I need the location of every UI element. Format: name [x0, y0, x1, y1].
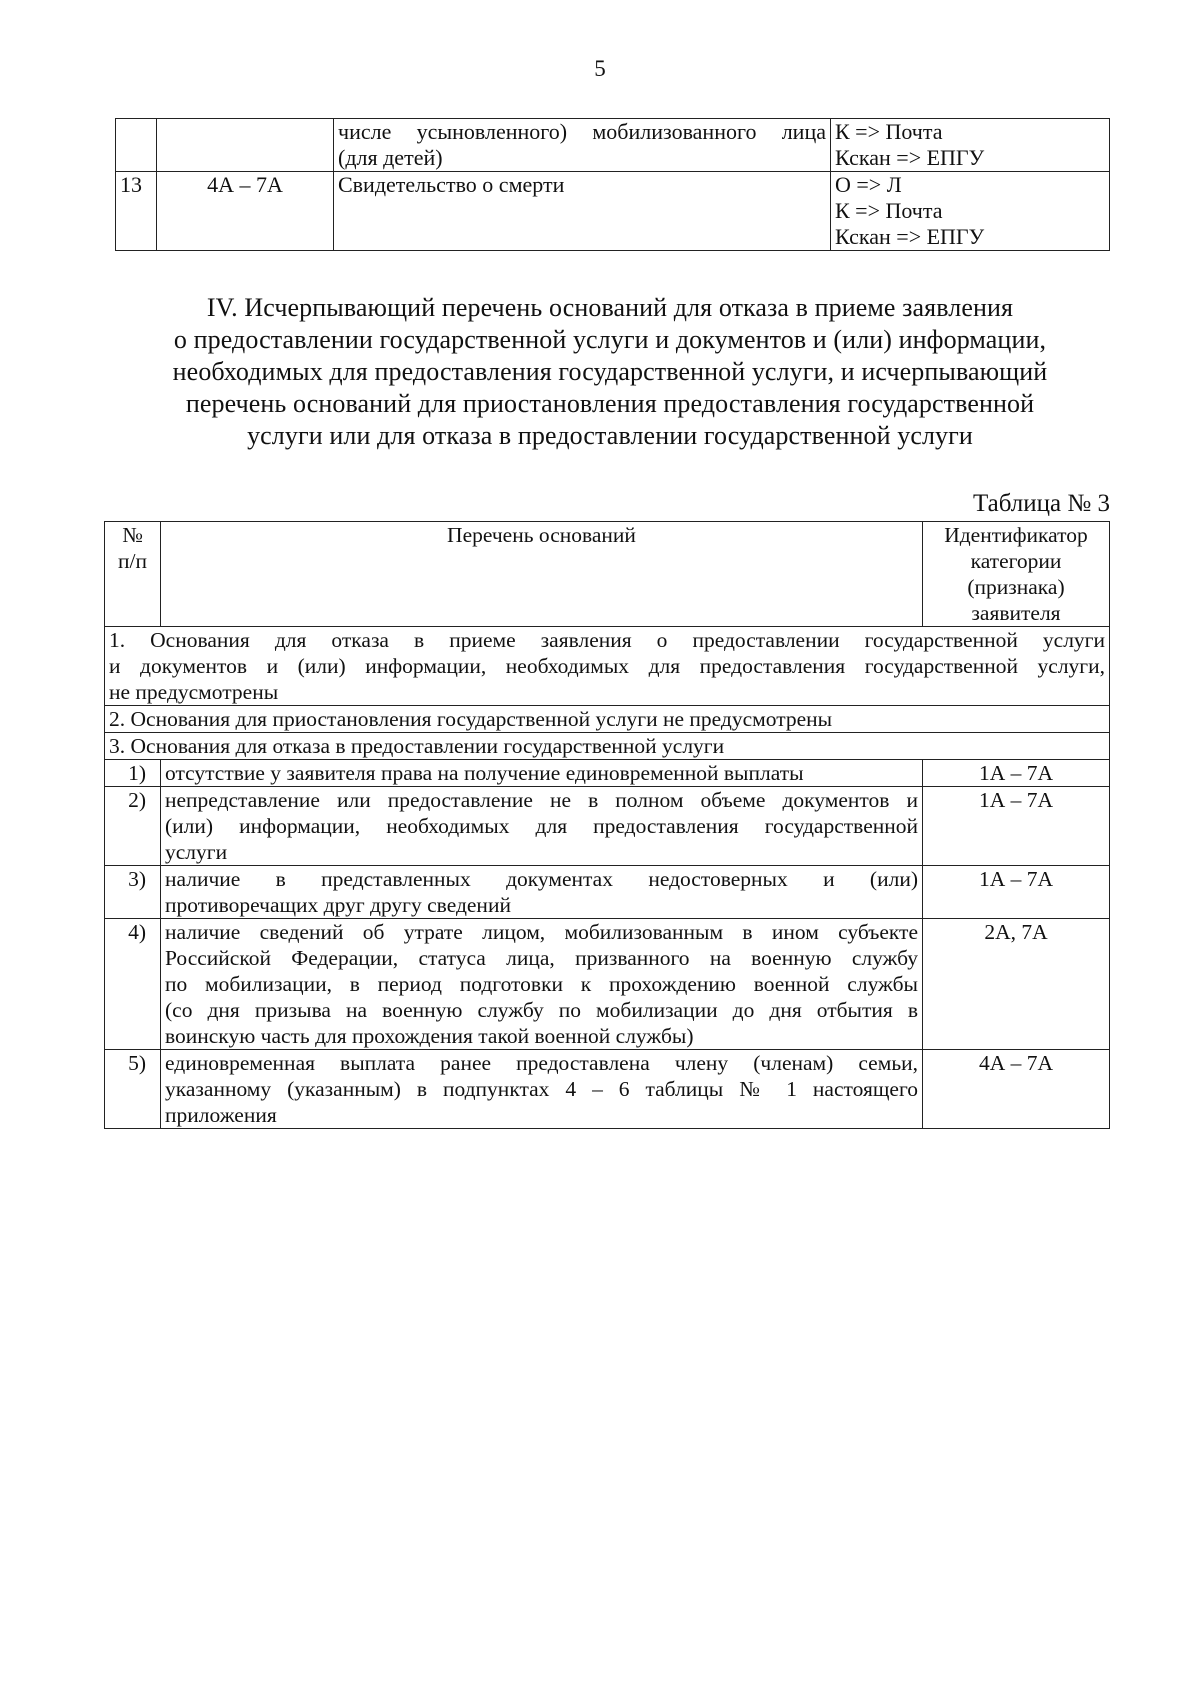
ground-line: указанному (указанным) в подпунктах 4 – 6 таблицы № 1 настоящего	[165, 1077, 918, 1101]
heading-line: IV. Исчерпывающий перечень оснований для отказа в приеме заявления	[206, 293, 1014, 322]
continuation-table	[115, 118, 1110, 251]
ground-line: (со дня призыва на военную службу по мобилизации до дня отбытия в	[165, 998, 918, 1022]
document-line: (для детей)	[338, 145, 443, 170]
table-row	[105, 1050, 1110, 1129]
row-number-cell: 4)	[105, 919, 161, 1050]
category-cell: 4А – 7А	[923, 1050, 1110, 1129]
table-row	[105, 760, 1110, 787]
ground-line: единовременная выплата ранее предоставлена члену (членам) семьи,	[165, 1051, 918, 1075]
way-line: Кскан => ЕПГУ	[835, 145, 985, 170]
table-header-row	[105, 522, 1110, 627]
heading-line: услуги или для отказа в предоставлении государственной услуги	[247, 421, 973, 450]
header-line: Идентификатор	[944, 523, 1088, 547]
ground-line: Российской Федерации, статуса лица, призванного на военную службу	[165, 946, 918, 970]
heading-line: необходимых для предоставления государственной услуги, и исчерпывающий	[172, 357, 1048, 386]
section-1	[105, 627, 1110, 706]
ground-line: противоречащих друг другу сведений	[165, 893, 511, 917]
header-line: (признака)	[967, 575, 1065, 599]
section-row	[105, 733, 1110, 760]
category-cell	[157, 119, 334, 172]
header-number	[105, 522, 161, 627]
table-row	[105, 919, 1110, 1050]
category-cell: 1А – 7А	[923, 866, 1110, 919]
grounds-table	[104, 521, 1110, 1129]
document-cell	[334, 119, 831, 172]
section-heading	[110, 292, 1110, 452]
row-number-cell: 13	[116, 172, 157, 251]
category-cell: 4А – 7А	[157, 172, 334, 251]
header-list: Перечень оснований	[161, 522, 923, 627]
row-number-cell: 1)	[105, 760, 161, 787]
table-row	[105, 787, 1110, 866]
section-2: 2. Основания для приостановления государственной услуги не предусмотрены	[105, 706, 1110, 733]
ground-line: наличие в представленных документах недостоверных и (или)	[165, 867, 918, 891]
section-3: 3. Основания для отказа в предоставлении государственной услуги	[105, 733, 1110, 760]
category-cell: 2А, 7А	[923, 919, 1110, 1050]
table-row	[116, 119, 1110, 172]
ground-text-cell	[161, 760, 923, 787]
section-line: не предусмотрены	[109, 680, 279, 704]
page-number: 5	[594, 56, 606, 81]
section-line: 1. Основания для отказа в приеме заявления о предоставлении государственной услуги	[109, 628, 1105, 652]
heading-line: перечень оснований для приостановления предоставления государственной	[185, 389, 1035, 418]
section-row	[105, 706, 1110, 733]
header-line: п/п	[118, 549, 147, 573]
ground-line: наличие сведений об утрате лицом, мобилизованным в ином субъекте	[165, 920, 918, 944]
category-cell: 1А – 7А	[923, 787, 1110, 866]
header-line: категории	[970, 549, 1062, 573]
ground-line: по мобилизации, в период подготовки к прохождению военной службы	[165, 972, 918, 996]
row-number-cell: 2)	[105, 787, 161, 866]
ground-text-cell	[161, 866, 923, 919]
section-line: и документов и (или) информации, необходимых для предоставления государственной услуги,	[109, 654, 1105, 678]
table-caption: Таблица № 3	[972, 490, 1110, 517]
submission-way-cell	[831, 172, 1110, 251]
row-number-cell	[116, 119, 157, 172]
document-cell: Свидетельство о смерти	[334, 172, 831, 251]
category-cell: 1А – 7А	[923, 760, 1110, 787]
header-identifier	[923, 522, 1110, 627]
ground-line: непредставление или предоставление не в полном объеме документов и	[165, 788, 918, 812]
ground-line: воинскую часть для прохождения такой военной службы)	[165, 1024, 694, 1048]
ground-text-cell	[161, 787, 923, 866]
heading-line: о предоставлении государственной услуги и документов и (или) информации,	[173, 325, 1047, 354]
way-line: К => Почта	[835, 198, 943, 223]
ground-line: отсутствие у заявителя права на получение единовременной выплаты	[165, 761, 804, 785]
ground-text-cell	[161, 919, 923, 1050]
table-row	[105, 866, 1110, 919]
submission-way-cell	[831, 119, 1110, 172]
header-line: заявителя	[971, 601, 1061, 625]
way-line: К => Почта	[835, 119, 943, 144]
ground-line: приложения	[165, 1103, 277, 1127]
ground-line: услуги	[165, 840, 228, 864]
table-row	[116, 172, 1110, 251]
row-number-cell: 3)	[105, 866, 161, 919]
document-line: числе усыновленного) мобилизованного лица	[338, 119, 826, 144]
ground-text-cell	[161, 1050, 923, 1129]
header-line: №	[122, 523, 143, 547]
way-line: Кскан => ЕПГУ	[835, 224, 985, 249]
way-line: О => Л	[835, 172, 902, 197]
row-number-cell: 5)	[105, 1050, 161, 1129]
ground-line: (или) информации, необходимых для предоставления государственной	[165, 814, 918, 838]
section-row	[105, 627, 1110, 706]
